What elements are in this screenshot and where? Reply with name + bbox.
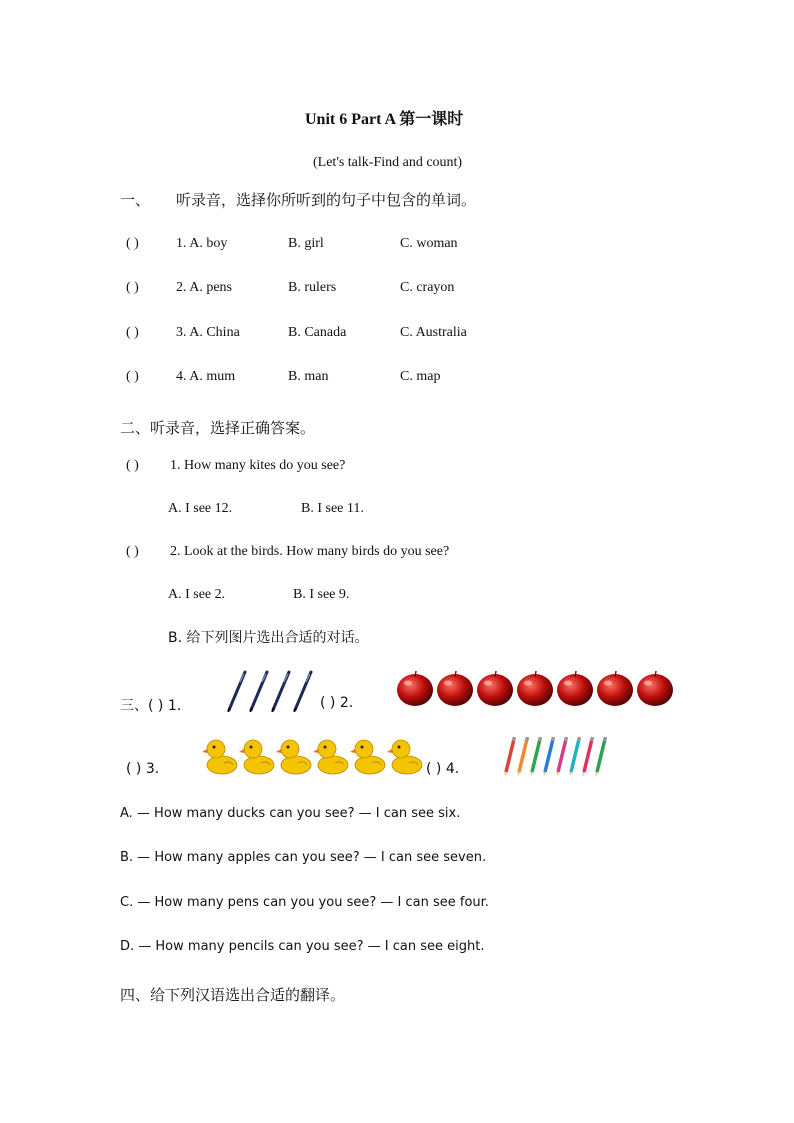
page-title: Unit 6 Part A 第一课时 bbox=[305, 111, 464, 128]
apple-icon bbox=[475, 668, 515, 708]
option-c: C. crayon bbox=[400, 280, 455, 295]
option-c: C. Australia bbox=[400, 325, 467, 340]
pen-icon bbox=[292, 670, 314, 712]
apple-icon bbox=[435, 668, 475, 708]
option-a: A. I see 12. bbox=[168, 501, 233, 516]
pen-icon bbox=[270, 670, 292, 712]
apple-icon bbox=[555, 668, 595, 708]
pencils-picture bbox=[503, 736, 613, 776]
duck-icon bbox=[313, 736, 350, 776]
pen-icon bbox=[248, 670, 270, 712]
pencil-icon bbox=[529, 736, 542, 776]
answer-blank[interactable]: ( ) bbox=[126, 458, 139, 473]
duck-icon bbox=[350, 736, 387, 776]
apple-icon bbox=[395, 668, 435, 708]
pencil-icon bbox=[594, 736, 607, 776]
apple-icon bbox=[515, 668, 555, 708]
option-b: B. girl bbox=[288, 236, 324, 251]
answer-blank[interactable]: ( ) bbox=[126, 236, 139, 251]
duck-icon bbox=[387, 736, 424, 776]
option-a: 2. A. pens bbox=[176, 280, 232, 295]
option-c: C. woman bbox=[400, 236, 458, 251]
pencil-icon bbox=[555, 736, 568, 776]
option-b: B. I see 11. bbox=[301, 501, 364, 516]
duck-icon bbox=[202, 736, 239, 776]
pencil-icon bbox=[581, 736, 594, 776]
duck-icon bbox=[239, 736, 276, 776]
question-text: 2. Look at the birds. How many birds do you see? bbox=[170, 544, 450, 559]
option-b: B. I see 9. bbox=[293, 587, 350, 602]
dialog-option-b: B. — How many apples can you see? — I can see seven. bbox=[120, 850, 487, 865]
option-a: 4. A. mum bbox=[176, 369, 236, 384]
pencil-icon bbox=[542, 736, 555, 776]
picture-question-2-label: ( ) 2. bbox=[320, 695, 354, 711]
answer-blank[interactable]: ( ) bbox=[126, 544, 139, 559]
option-b: B. man bbox=[288, 369, 329, 384]
pencil-icon bbox=[516, 736, 529, 776]
page-subtitle: (Let's talk-Find and count) bbox=[313, 155, 463, 170]
section4-heading: 四、给下列汉语选出合适的翻译。 bbox=[120, 986, 346, 1004]
picture-question-1-label: 三、( ) 1. bbox=[120, 698, 182, 714]
section2-heading: 二、听录音，选择正确答案。 bbox=[120, 419, 316, 437]
ducks-picture bbox=[202, 736, 424, 776]
dialog-option-a: A. — How many ducks can you see? — I can see six. bbox=[120, 806, 461, 821]
question-text: 1. How many kites do you see? bbox=[170, 458, 346, 473]
option-a: A. I see 2. bbox=[168, 587, 226, 602]
answer-blank[interactable]: ( ) bbox=[126, 325, 139, 340]
option-a: 3. A. China bbox=[176, 325, 240, 340]
dialog-option-d: D. — How many pencils can you see? — I can see eight. bbox=[120, 939, 485, 954]
option-c: C. map bbox=[400, 369, 441, 384]
pen-icon bbox=[226, 670, 248, 712]
option-a: 1. A. boy bbox=[176, 236, 228, 251]
section1-heading: 听录音，选择你所听到的句子中包含的单词。 bbox=[176, 191, 477, 209]
apples-picture bbox=[395, 668, 677, 708]
answer-blank[interactable]: ( ) bbox=[126, 280, 139, 295]
answer-blank[interactable]: ( ) bbox=[126, 369, 139, 384]
picture-question-4-label: ( ) 4. bbox=[426, 761, 460, 777]
section1-heading-num: 一、 bbox=[120, 191, 151, 209]
instruction-text: B. 给下列图片选出合适的对话。 bbox=[168, 630, 369, 646]
duck-icon bbox=[276, 736, 313, 776]
option-b: B. Canada bbox=[288, 325, 347, 340]
pens-picture bbox=[226, 670, 314, 712]
pencil-icon bbox=[568, 736, 581, 776]
apple-icon bbox=[635, 668, 675, 708]
pencil-icon bbox=[503, 736, 516, 776]
dialog-option-c: C. — How many pens can you you see? — I can see four. bbox=[120, 895, 489, 910]
option-b: B. rulers bbox=[288, 280, 337, 295]
picture-question-3-label: ( ) 3. bbox=[126, 761, 160, 777]
apple-icon bbox=[595, 668, 635, 708]
